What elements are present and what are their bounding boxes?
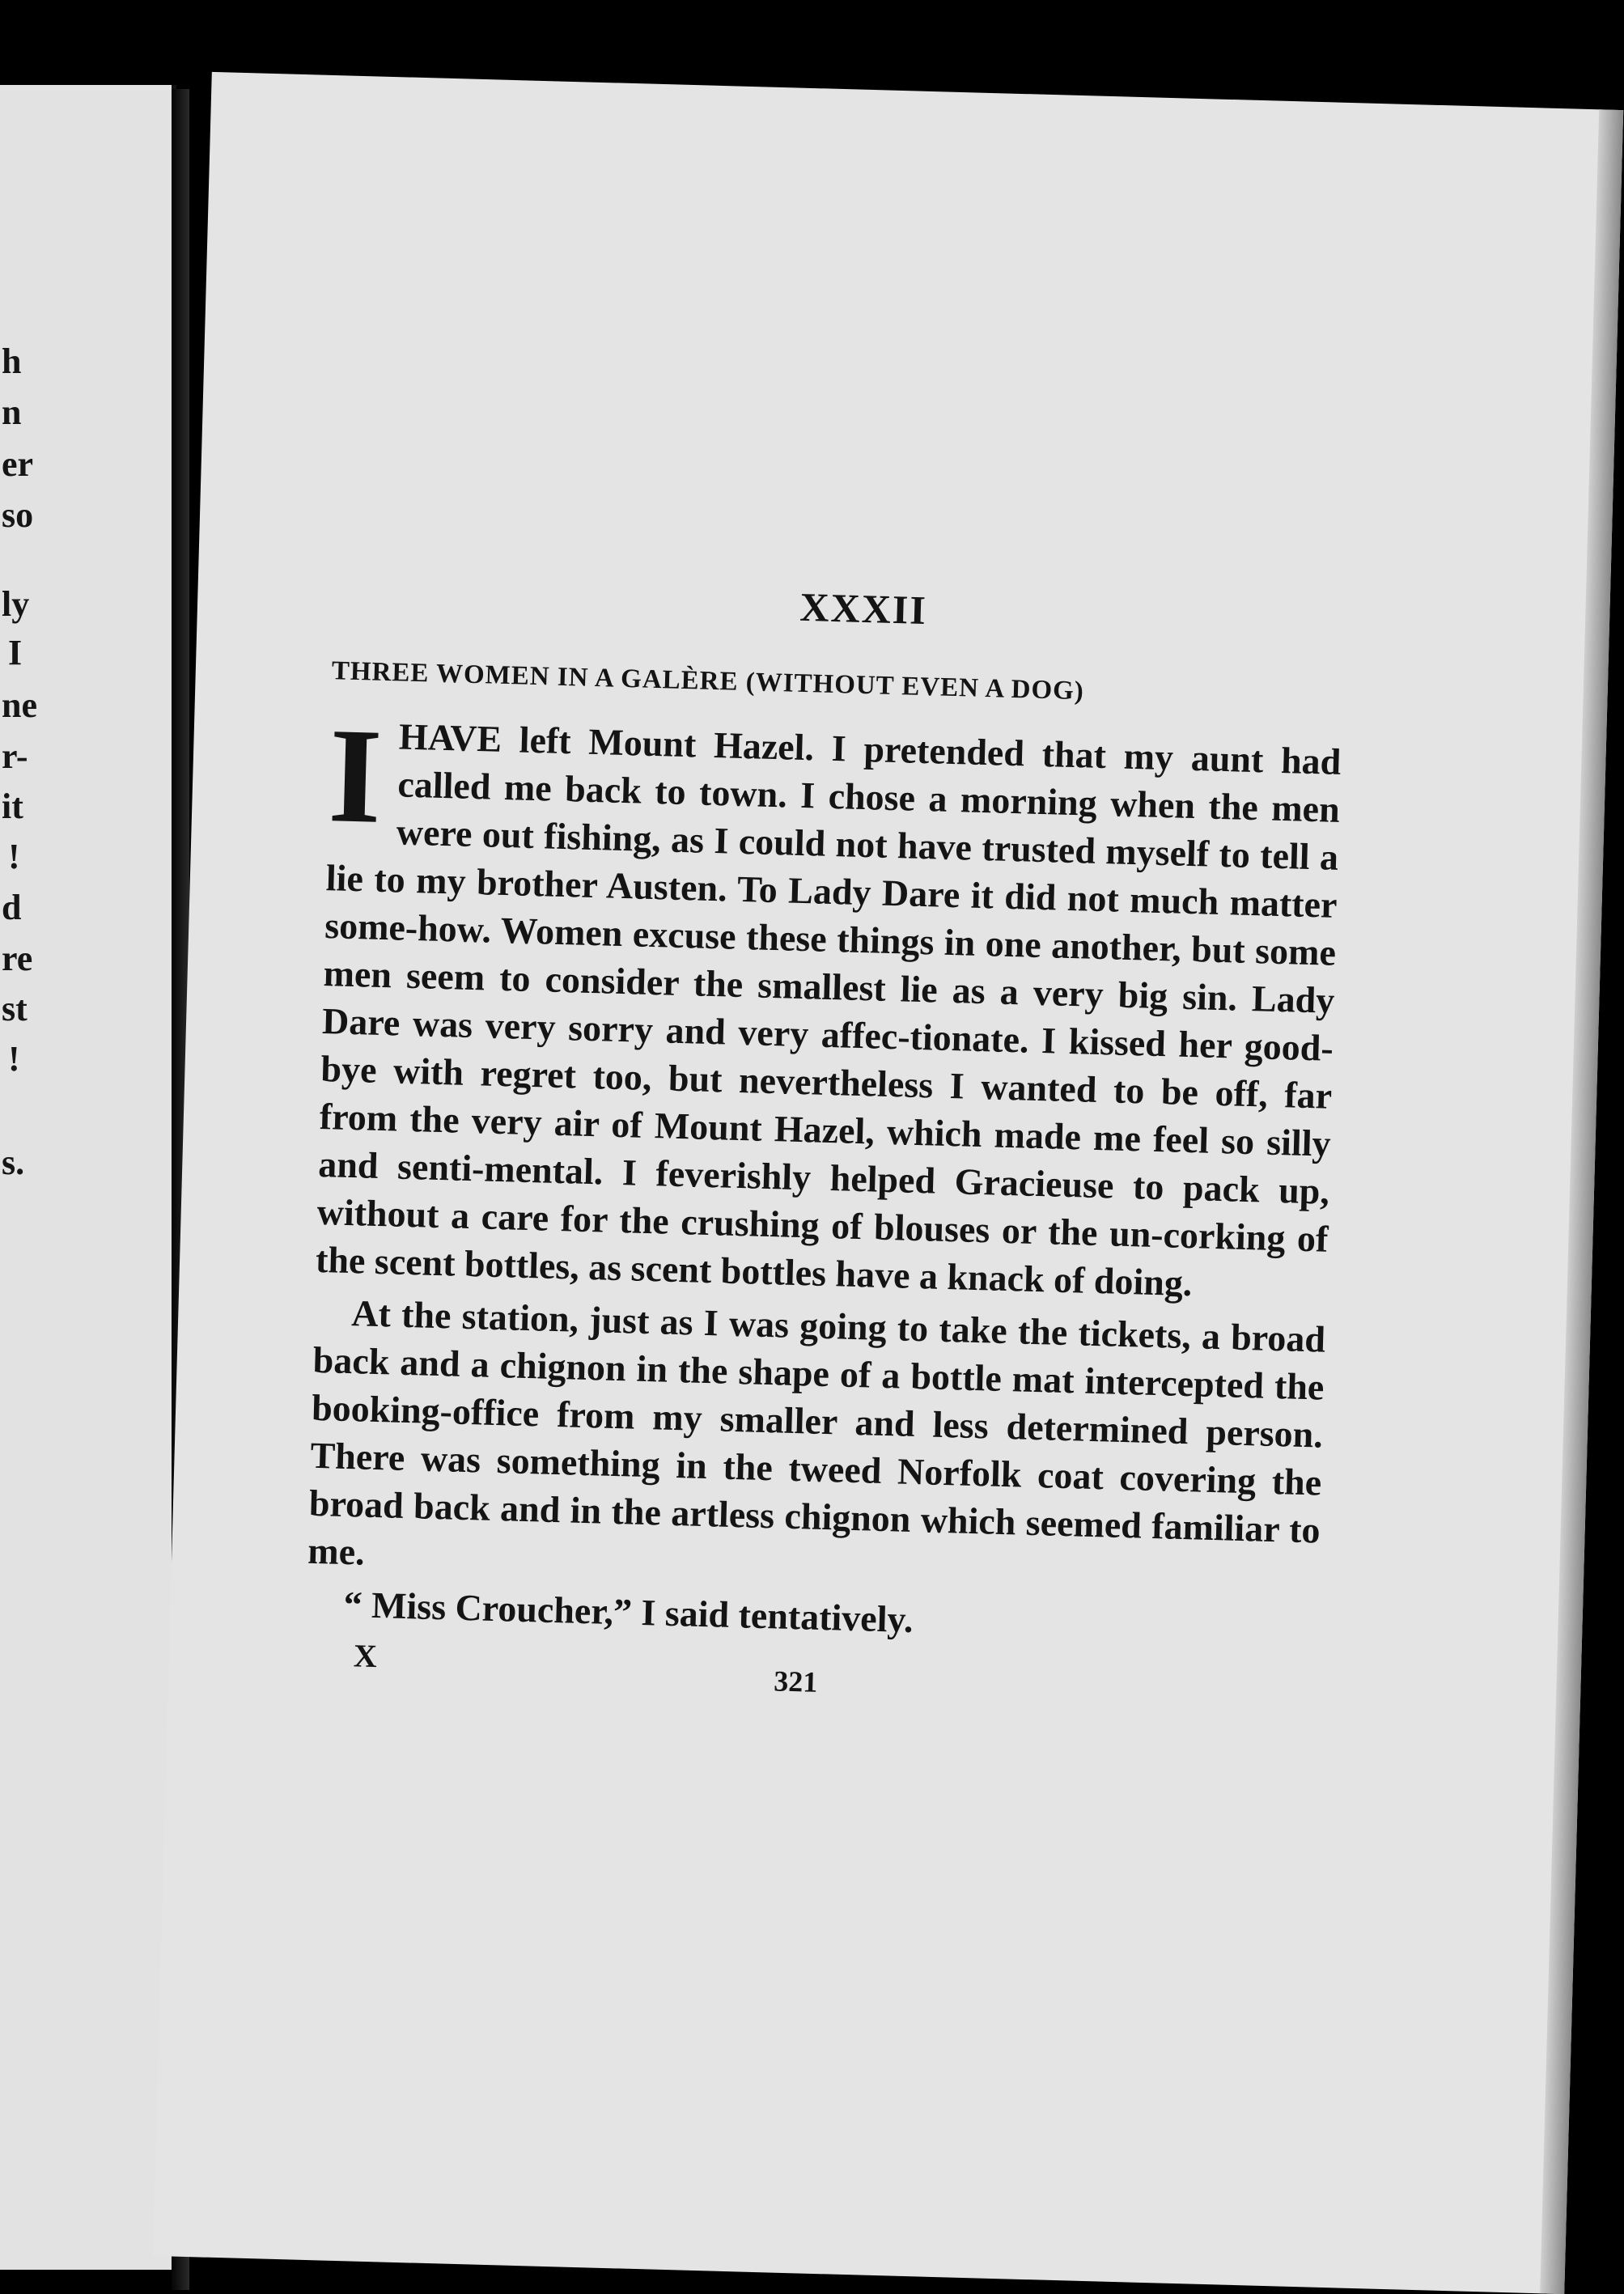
left-fragment: st — [2, 989, 28, 1028]
left-fragment: re — [2, 939, 33, 978]
book-page — [153, 72, 1623, 2294]
paragraph-3: “ Miss Croucher,” I said tentatively. — [342, 1584, 914, 1641]
left-fragment: I — [8, 633, 23, 672]
drop-cap: I — [326, 700, 384, 852]
page-number: 321 — [773, 1664, 818, 1698]
page-text-block — [303, 570, 1345, 1727]
left-fragment: ! — [8, 837, 20, 876]
paragraph-2: At the station, just as I was going to take the tickets, a broad back and a chignon in the shape of a bottle mat intercepted the booking-office from my smaller and less determined person. There was something in the tweed Norfolk coat covering the broad back and in the artless chignon which seemed familiar to me. — [307, 1292, 1326, 1573]
chapter-number: XXXII — [799, 583, 928, 634]
left-fragment: it — [2, 787, 23, 826]
paragraph-1 — [315, 700, 1342, 1311]
left-page-text-fragments — [0, 85, 172, 2270]
left-fragment: s. — [2, 1143, 25, 1182]
left-fragment: ne — [2, 685, 37, 725]
left-fragment: r- — [2, 736, 28, 776]
signature-mark: X — [353, 1637, 378, 1675]
chapter-title: THREE WOMEN IN A GALÈRE (WITHOUT EVEN A DOG) — [331, 656, 1085, 706]
left-fragment: ! — [8, 1039, 20, 1079]
left-facing-page — [0, 85, 176, 2270]
left-fragment: so — [2, 495, 34, 535]
page-edge — [1540, 109, 1623, 2294]
left-fragment: d — [2, 888, 22, 927]
left-fragment: ly — [2, 584, 30, 624]
left-fragment: h — [2, 341, 22, 381]
left-fragment: n — [2, 392, 22, 432]
left-fragment: er — [2, 444, 34, 484]
paragraph-1-text: HAVE left Mount Hazel. I pretended that my aunt had called me back to town. I chose a morning when the men were out fishing, as I could not have trusted myself to tell a lie to my brother Austen. To Lady Dare it did not much matter some-how. Women excuse these things in one another, but some men seem to consider the smallest lie as a very big sin. Lady Dare was very sorry and very affec-tionate. I kissed her good-bye with regret too, but nevertheless I wanted to be off, far from the very air of Mount Hazel, which made me feel so silly and senti-mental. I feverishly helped Gracieuse to pack up, without a care for the crushing of blouses or the un-corking of the scent bottles, as scent bottles have a knack of doing. — [315, 715, 1342, 1304]
